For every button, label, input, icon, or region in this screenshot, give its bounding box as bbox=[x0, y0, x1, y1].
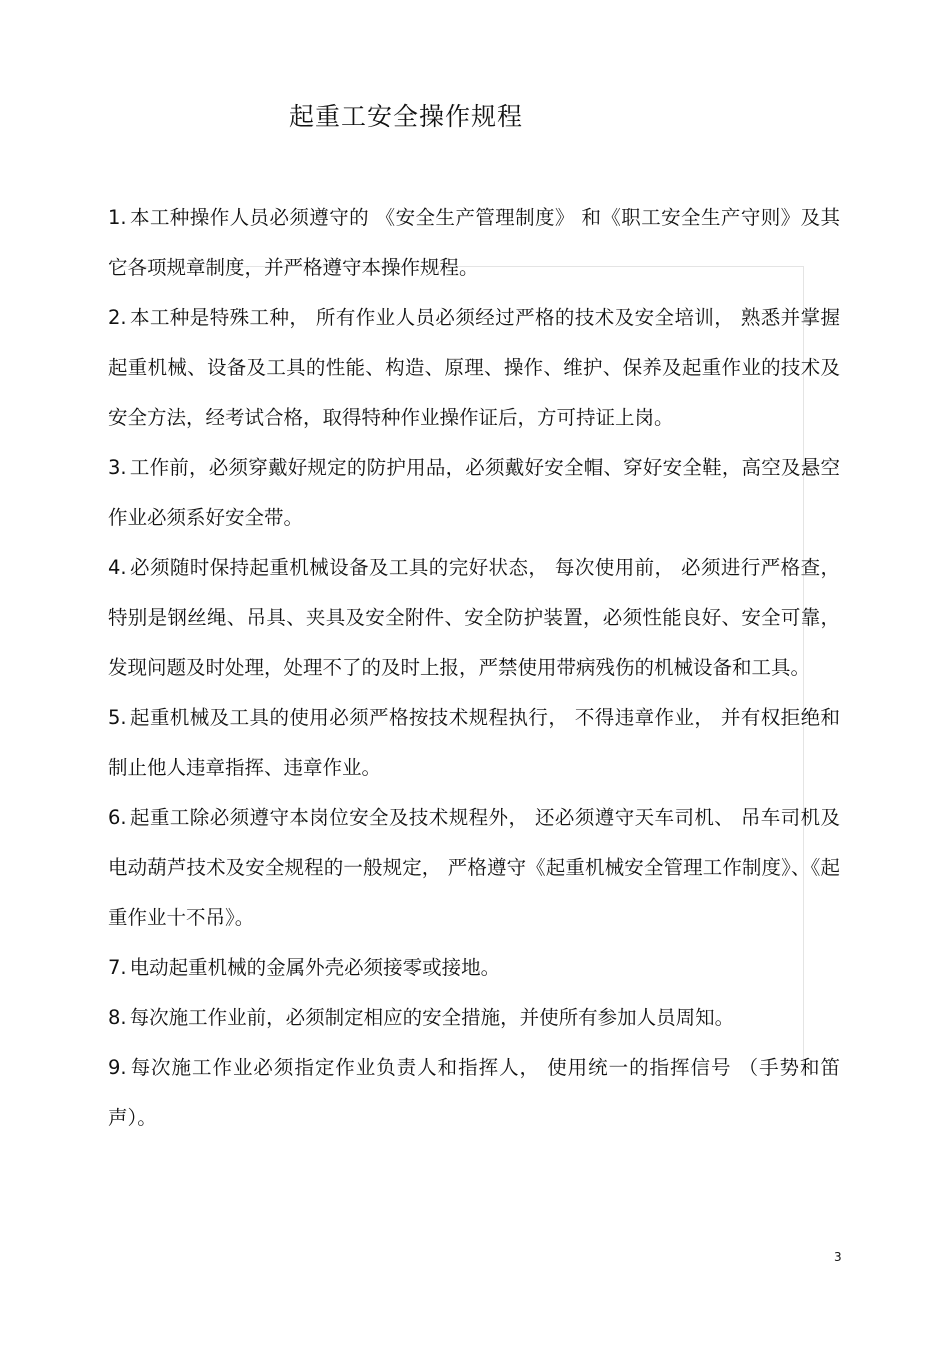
document-title: 起重工安全操作规程 bbox=[289, 102, 524, 131]
paragraph-5 bbox=[108, 693, 840, 793]
paragraph-number: 1. bbox=[108, 206, 127, 229]
paragraph-text: 起重机械及工具的使用必须严格按技术规程执行， 不得违章作业， 并有权拒绝和制止他人违章指挥、违章作业。 bbox=[108, 706, 840, 779]
document-body bbox=[108, 193, 840, 1143]
paragraph-text: 电动起重机械的金属外壳必须接零或接地。 bbox=[129, 956, 501, 979]
paragraph-number: 5. bbox=[108, 706, 127, 729]
paragraph-2 bbox=[108, 293, 840, 443]
paragraph-text: 每次施工作业前，必须制定相应的安全措施，并使所有参加人员周知。 bbox=[129, 1006, 735, 1029]
paragraph-number: 9. bbox=[108, 1056, 127, 1079]
paragraph-text: 起重工除必须遵守本岗位安全及技术规程外， 还必须遵守天车司机、 吊车司机及电动葫芦技术及安全规程的一般规定， 严格遵守《起重机械安全管理工作制度》、《起重作业十不吊》。 bbox=[108, 806, 840, 929]
paragraph-text: 本工种操作人员必须遵守的 《安全生产管理制度》 和《职工安全生产守则》及其它各项规章制度，并严格遵守本操作规程。 bbox=[108, 206, 840, 279]
paragraph-3 bbox=[108, 443, 840, 543]
paragraph-text: 工作前，必须穿戴好规定的防护用品，必须戴好安全帽、穿好安全鞋，高空及悬空作业必须系好安全带。 bbox=[108, 456, 840, 529]
paragraph-text: 每次施工作业必须指定作业负责人和指挥人， 使用统一的指挥信号 （手势和笛声）。 bbox=[108, 1056, 840, 1129]
paragraph-4 bbox=[108, 543, 840, 693]
paragraph-6 bbox=[108, 793, 840, 943]
paragraph-1 bbox=[108, 193, 840, 293]
paragraph-8 bbox=[108, 993, 840, 1043]
paragraph-number: 2. bbox=[108, 306, 127, 329]
paragraph-number: 8. bbox=[108, 1006, 127, 1029]
paragraph-number: 6. bbox=[108, 806, 127, 829]
paragraph-number: 3. bbox=[108, 456, 127, 479]
paragraph-number: 7. bbox=[108, 956, 127, 979]
page-number: 3 bbox=[834, 1250, 842, 1264]
paragraph-text: 必须随时保持起重机械设备及工具的完好状态， 每次使用前， 必须进行严格查，特别是钢丝绳、吊具、夹具及安全附件、安全防护装置，必须性能良好、安全可靠，发现问题及时处理，处理不了的及时上报，严禁使用带病残伤的机械设备和工具。 bbox=[108, 556, 840, 679]
paragraph-7 bbox=[108, 943, 840, 993]
paragraph-number: 4. bbox=[108, 556, 127, 579]
paragraph-text: 本工种是特殊工种， 所有作业人员必须经过严格的技术及安全培训， 熟悉并掌握起重机械、设备及工具的性能、构造、原理、操作、维护、保养及起重作业的技术及安全方法，经考试合格，取得特种作业操作证后，方可持证上岗。 bbox=[108, 306, 840, 429]
paragraph-9 bbox=[108, 1043, 840, 1143]
